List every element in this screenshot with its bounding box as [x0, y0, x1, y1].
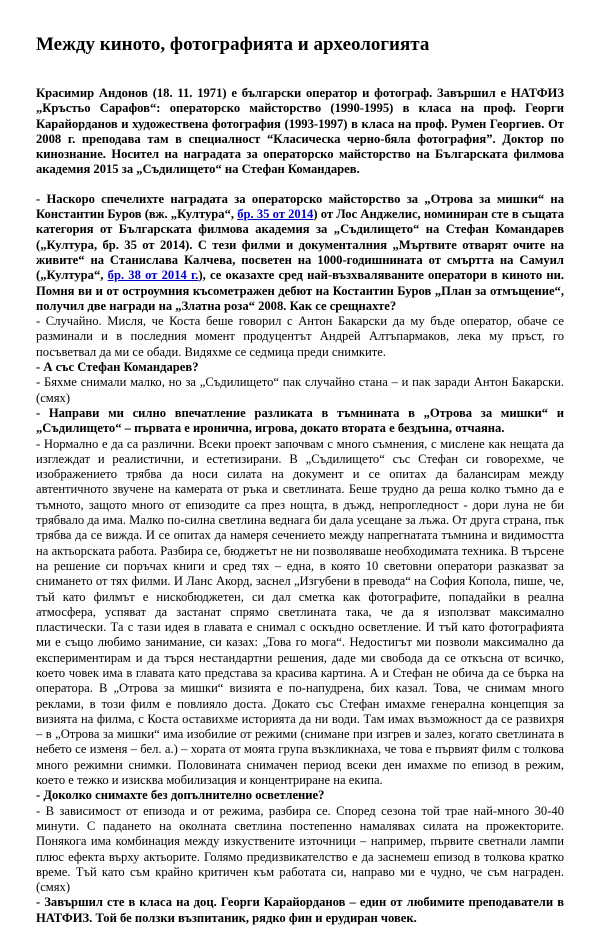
question-5: - Завършил сте в класа на доц. Георги Карайорданов – един от любимите преподаватели в НАТФИЗ. Той бе ползки възпитаник, рядко фин и ерудиран човек.: [36, 895, 564, 925]
question-1-part-3: ), се оказахте сред най-възхваляваните оператори в киното ни. Помня ви и от остроумния късометражен дебют на Костантин Буров „План за отмъщение“, получил две награди на „Златна роза“ 2008. Как се срещнахте?: [36, 268, 564, 313]
author-intro: Красимир Андонов (18. 11. 1971) е български оператор и фотограф. Завършил е НАТФИЗ „Кръстьо Сарафов“: операторско майсторство (1990-1995) в класа на проф. Георги Карайорданов и художествена фотография (1993-1997) в класа на проф. Румен Георгиев. От 2008 г. преподава там в специалност “Класическа черно-бяла фотография”. Доктор по кинознание. Носител на наградата за операторско майсторство на Българската филмова академия 2015 за „Съдилището“ на Стефан Командарев.: [36, 86, 564, 177]
question-1: [36, 192, 564, 314]
article-title: Между киното, фотографията и археологията: [36, 34, 430, 55]
link-kultura-38[interactable]: бр. 38 от 2014 г.: [107, 268, 199, 283]
answer-1: - Случайно. Мисля, че Коста беше говорил с Антон Бакарски да му бъде оператор, обаче се разминали и в последния момент продуцентът Андрей Алтъпармаков, лека му пръст, го посъветвал да ми се обади. Видяхме се седмица преди снимките.: [36, 314, 564, 359]
paragraph-gap: [36, 178, 564, 192]
question-1-part-1: - Наскоро спечелихте наградата за операторско майсторство за „Отрова за мишки“ на Константин Буров (вж. „Култура“,: [36, 191, 564, 222]
question-2: - А със Стефан Командарев?: [36, 360, 199, 375]
question-3: - Направи ми силно впечатление разликата в тъмнината в „Отрова за мишки“ и „Съдилището“ – първата е иронична, игрова, докато втората е бездънна, отчаяна.: [36, 405, 564, 436]
question-4: - Доколко снимахте без допълнително осветление?: [36, 788, 325, 803]
question-1-part-2: ) от Лос Анджелис, номиниран сте в същата категория от Българската филмова академия за „Съдилището“ на Стефан Командарев („Култура, бр. 35 от 2014). С тези филми и документалния „Мъртвите отварят очите на живите“ на Станислава Калчева, посветен на 1000-годишнината от смъртта на Самуил („Култура“,: [36, 207, 564, 283]
answer-2: - Бяхме снимали малко, но за „Съдилището“ пак случайно стана – и пак заради Антон Бакарски. (смях): [36, 375, 564, 405]
answer-4: - В зависимост от епизода и от режима, разбира се. Според сезона той трае най-много 30-40 минути. С падането на околната светлина постепенно намалявах силата на прожекторите. Понякога има комбинация между изкуствените източници – например, първите светнали лампи плюс ефекта върху актьорите. Голямо предизвикателство е да заснемеш епизод в толкова кратко време. Тъй като съм крайно критичен към работата си, направо ми е чудно, че съм награден. (смях): [36, 803, 564, 895]
link-kultura-35[interactable]: бр. 35 от 2014: [237, 207, 314, 222]
answer-3: - Нормално е да са различни. Всеки проект започвам с много съмнения, с мислене как нещата да изглеждат и реалистични, и естетизирани. В „Съдилището“ със Стефан си говорехме, че изображението трябва да носи силата на документ и се опитах да балансирам между автентичното звучене на камерата от ръка и светлината. Беше трудно да реша колко тъмно да е тъмното, защото много от епизодите са през нощта, в дъжд, непрогледност - дори луна не би трябвало да има. Малко по-силна светлина веднага би дала усещане за лъжа. От друга страна, пък трябва да се вижда. И се опитах да намеря сечението между напрегнатата тъмнина и видимостта на актьорската работа. Разбира се, бюджетът не ни позволяваше необходимата техника. В търсене на решение си поръчах книги и сред тях – една, в която 10 световни оператори разказват за снимането от тях филми. И Ланс Акорд, заснел „Изгубени в превода“ на София Копола, пише, че, тъй като филмът е нискобюджетен, си дал сметка как фотографите, попадайки в реална атмосфера, успяват да застанат спрямо светлината така, че да я използват максимално пластически. Та с тази идея в главата е снимал с оскъдно осветление. И тъй като фотографията ми е също любимо занимание, си казах: „Това го мога“. Недостигът ми позволи максимално да експериментирам и да търся нестандартни решения, даде ми свобода да се откъсна от всичко, което човек има в главата като представа за красива картина. А и Стефан не обича да се бърка на оператора. В „Отрова за мишки“ визията е по-напудрена, бих казал. Това, че снимам много реклами, в този филм е повлияло доста. Докато със Стефан имахме генерална концепция за визията на филма, с Коста оставихме историята да ни води. Там имах възможност да се развихря – в „Отрова за мишки“ има изобилие от режими (снимане при изгрев и залез, когато светлината в небето се изменя – бел. а.) – хората от моята група възкликнаха, че това е първият филм с толкова много режимни снимки. Половината снимачен период всеки ден имахме по епизод в режим, което е тежко и изисква мобилизация и концентриране на екипа.: [36, 436, 564, 788]
